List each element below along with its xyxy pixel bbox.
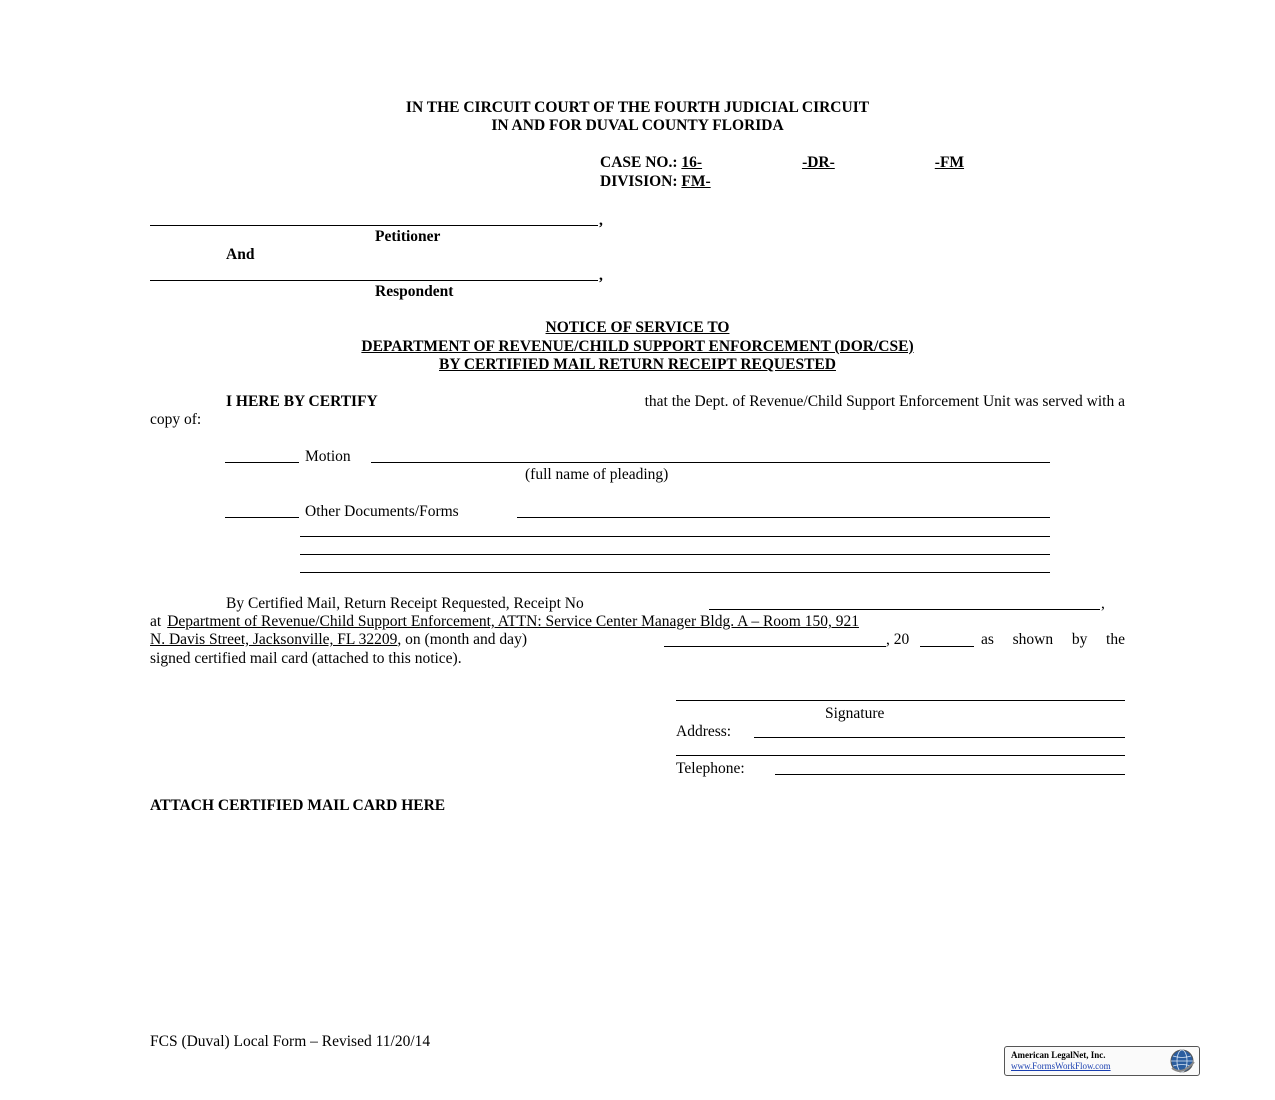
motion-check-line[interactable] bbox=[225, 462, 299, 463]
other-docs-line-2[interactable] bbox=[300, 536, 1050, 537]
court-heading-line2: IN AND FOR DUVAL COUNTY FLORIDA bbox=[491, 117, 784, 134]
and-label: And bbox=[226, 246, 255, 263]
telephone-label: Telephone: bbox=[676, 760, 745, 777]
receipt-comma: , bbox=[1101, 595, 1105, 612]
dor-address-line2: N. Davis Street, Jacksonville, FL 32209 bbox=[150, 631, 398, 648]
other-docs-line-1[interactable] bbox=[517, 517, 1050, 518]
certify-text-continued: copy of: bbox=[150, 411, 202, 428]
mail-line2 bbox=[150, 613, 1125, 631]
mail-line3 bbox=[150, 631, 1125, 649]
attach-card-instruction: ATTACH CERTIFIED MAIL CARD HERE bbox=[150, 797, 446, 814]
division-field[interactable]: FM- bbox=[681, 173, 711, 190]
motion-label: Motion bbox=[305, 448, 351, 465]
case-no-field[interactable]: 16- -DR- -FM bbox=[681, 154, 965, 171]
address-line-1[interactable] bbox=[754, 737, 1125, 738]
year-line[interactable] bbox=[920, 646, 974, 647]
receipt-no-line[interactable] bbox=[709, 609, 1100, 610]
court-heading-line1: IN THE CIRCUIT COURT OF THE FOURTH JUDICIAL CIRCUIT bbox=[405, 99, 870, 116]
address-line-2[interactable] bbox=[676, 755, 1125, 756]
notice-title-line2: DEPARTMENT OF REVENUE/CHILD SUPPORT ENFORCEMENT (DOR/CSE) bbox=[361, 338, 914, 355]
other-docs-check-line[interactable] bbox=[225, 517, 299, 518]
at-word: at bbox=[150, 613, 162, 630]
mail-text-line4: signed certified mail card (attached to this notice). bbox=[150, 650, 462, 667]
petitioner-label: Petitioner bbox=[375, 228, 441, 245]
mail-text-line1: By Certified Mail, Return Receipt Requested, Receipt No bbox=[226, 595, 584, 612]
petitioner-name-line[interactable] bbox=[150, 225, 598, 226]
notice-title-line1: NOTICE OF SERVICE TO bbox=[545, 319, 730, 336]
month-day-line[interactable] bbox=[664, 646, 886, 647]
motion-name-line[interactable] bbox=[371, 462, 1050, 463]
month-day-text: , on (month and day) bbox=[397, 631, 527, 648]
other-docs-line-3[interactable] bbox=[300, 554, 1050, 555]
signature-label: Signature bbox=[825, 705, 885, 722]
address-label: Address: bbox=[676, 723, 732, 740]
year-prefix: , 20 bbox=[886, 631, 910, 648]
certify-lead: I HERE BY CERTIFY bbox=[226, 393, 378, 410]
notice-title-line3: BY CERTIFIED MAIL RETURN RECEIPT REQUESTED bbox=[439, 356, 836, 373]
petitioner-comma: , bbox=[599, 212, 603, 229]
logo-company: American LegalNet, Inc. bbox=[1011, 1050, 1106, 1060]
signature-line[interactable] bbox=[676, 700, 1125, 701]
certify-text: that the Dept. of Revenue/Child Support Enforcement Unit was served with a bbox=[644, 393, 1125, 410]
dor-address-line1: Department of Revenue/Child Support Enforcement, ATTN: Service Center Manager Bldg. A – Room 150, 921 bbox=[167, 613, 859, 630]
case-number[interactable] bbox=[600, 154, 964, 172]
logo-url[interactable]: www.FormsWorkFlow.com bbox=[1011, 1061, 1111, 1071]
case-no-label: CASE NO.: bbox=[600, 154, 678, 171]
respondent-comma: , bbox=[599, 267, 603, 284]
respondent-name-line[interactable] bbox=[150, 280, 598, 281]
globe-icon bbox=[1169, 1048, 1195, 1074]
as-shown-text: as shown by the bbox=[981, 631, 1125, 648]
division-label: DIVISION: bbox=[600, 173, 678, 190]
division[interactable] bbox=[600, 173, 789, 191]
other-docs-line-4[interactable] bbox=[300, 572, 1050, 573]
form-revision: FCS (Duval) Local Form – Revised 11/20/14 bbox=[150, 1033, 431, 1050]
other-docs-label: Other Documents/Forms bbox=[305, 503, 459, 520]
telephone-line[interactable] bbox=[775, 774, 1125, 775]
respondent-label: Respondent bbox=[375, 283, 454, 300]
pleading-hint: (full name of pleading) bbox=[525, 466, 669, 483]
certify-paragraph bbox=[150, 393, 1125, 411]
legalnet-logo[interactable] bbox=[1004, 1046, 1200, 1076]
